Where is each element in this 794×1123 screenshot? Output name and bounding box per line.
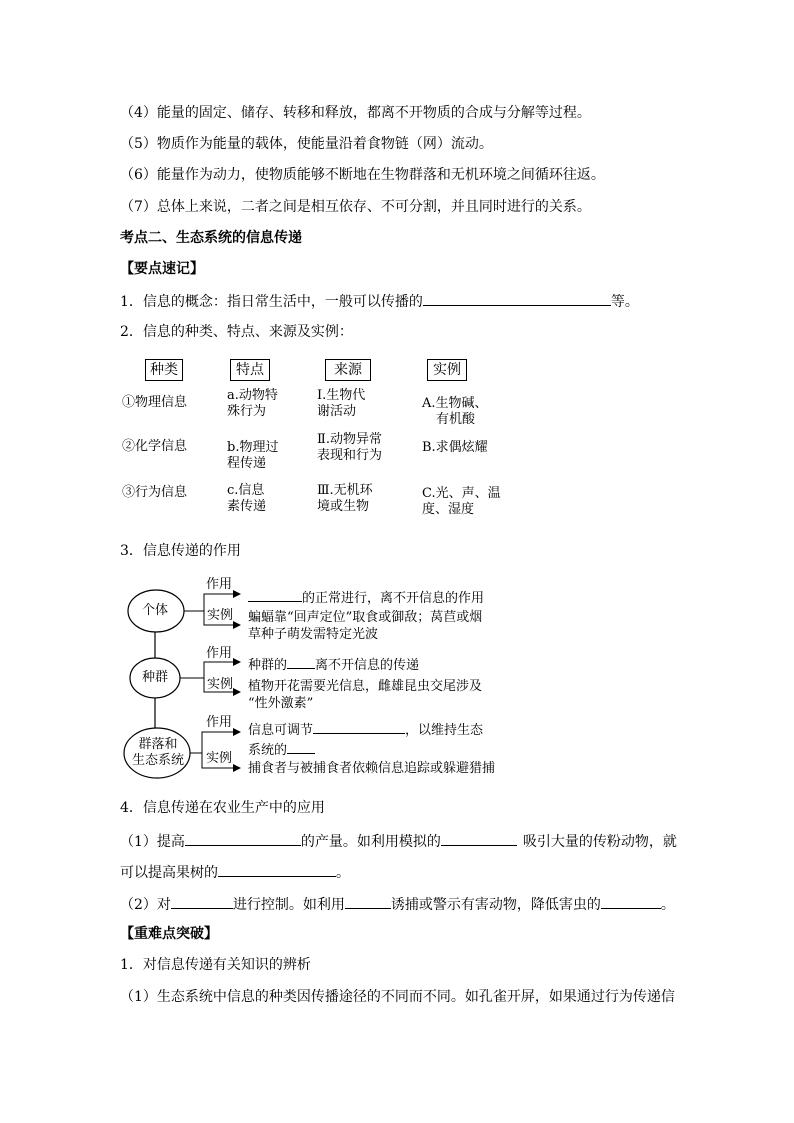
header-kind: 种类: [145, 359, 183, 381]
kind-chemical: ②化学信息: [122, 439, 188, 454]
blank: [171, 894, 233, 909]
example-b: B.求偶炫耀: [422, 440, 488, 455]
text-line-4: （4）能量的固定、储存、转移和释放，都离不开物质的合成与分解等过程。: [120, 105, 591, 121]
population-example: 植物开花需要光信息，雌雄昆虫交尾涉及 “性外激素”: [248, 679, 483, 711]
example-a: A.生物碱、 有机酸: [422, 396, 488, 427]
difficulty-1-text: （1）生态系统中信息的种类因传播途径的不同而不同。如孔雀开屏，如果通过行为传递信: [120, 989, 675, 1005]
item-4-1-cont: 可以提高果树的 。: [120, 862, 350, 882]
individual-example: 蝙蝠靠“回声定位”取食或御敌；莴苣或烟 草种子萌发需特定光波: [248, 610, 483, 642]
role-label-individual: 作用: [206, 577, 233, 592]
blank: [287, 654, 315, 669]
community-example: 捕食者与被捕食者依赖信息追踪或躲避猎捕: [248, 761, 496, 776]
text-line-5: （5）物质作为能量的载体，使能量沿着食物链（网）流动。: [120, 136, 493, 152]
source-2: Ⅱ.动物异常 表现和行为: [317, 432, 383, 463]
example-c: C.光、声、温 度、湿度: [422, 486, 501, 517]
blank: [185, 831, 301, 846]
feature-c: c.信息 素传递: [227, 483, 267, 514]
blank: [218, 862, 336, 877]
item-4-1: （1）提高 的产量。如利用模拟的 吸引大量的传粉动物，就: [120, 831, 677, 851]
role-label-community: 作用: [206, 715, 233, 730]
source-1: Ⅰ.生物代 谢活动: [317, 388, 366, 419]
header-example: 实例: [427, 359, 467, 381]
node-community-label: 群落和 生态系统: [131, 737, 184, 768]
feature-a: a.动物特 殊行为: [227, 388, 278, 419]
item-2-title: 2．信息的种类、特点、来源及实例：: [120, 324, 353, 340]
example-label-population: 实例: [207, 677, 234, 692]
blank: [441, 831, 517, 846]
population-role: 种群的 离不开信息的传递: [248, 654, 419, 674]
source-3: Ⅲ.无机环 境或生物: [317, 483, 373, 514]
item-1-text: 1．信息的概念：指日常生活中，一般可以传播的: [120, 294, 423, 310]
text-line-7: （7）总体上来说，二者之间是相互依存、不可分割，并且同时进行的关系。: [120, 199, 591, 215]
node-population-label: 种群: [142, 670, 169, 685]
feature-b: b.物理过 程传递: [227, 440, 279, 471]
individual-role: 的正常进行，离不开信息的作用: [248, 587, 484, 607]
role-label-population: 作用: [206, 646, 233, 661]
key-points-heading: 【要点速记】: [120, 261, 204, 277]
text-line-6: （6）能量作为动力，使物质能够不断地在生物群落和无机环境之间循环往返。: [120, 167, 605, 183]
example-label-community: 实例: [206, 751, 233, 766]
example-label-individual: 实例: [207, 608, 234, 623]
difficulty-heading: 【重难点突破】: [120, 926, 218, 942]
blank: [313, 719, 405, 734]
node-individual-label: 个体: [142, 603, 169, 618]
blank: [601, 894, 661, 909]
item-3-title: 3．信息传递的作用: [120, 543, 241, 559]
difficulty-1-title: 1．对信息传递有关知识的辨析: [120, 957, 311, 973]
header-source: 来源: [325, 359, 371, 381]
kind-physical: ①物理信息: [122, 395, 188, 410]
item-1-tail: 等。: [610, 294, 639, 310]
blank: [248, 587, 302, 602]
blank: [287, 739, 315, 754]
item-4-2: （2）对 进行控制。如利用 诱捕或警示有害动物，降低害虫的 。: [120, 894, 675, 914]
header-feature: 特点: [230, 359, 270, 381]
item-4-title: 4．信息传递在农业生产中的应用: [120, 800, 325, 816]
blank: [345, 894, 391, 909]
section-title: 考点二、生态系统的信息传递: [120, 230, 302, 246]
kind-behavioral: ③行为信息: [122, 485, 188, 500]
community-role: 信息可调节 ，以维持生态 系统的: [248, 719, 483, 759]
